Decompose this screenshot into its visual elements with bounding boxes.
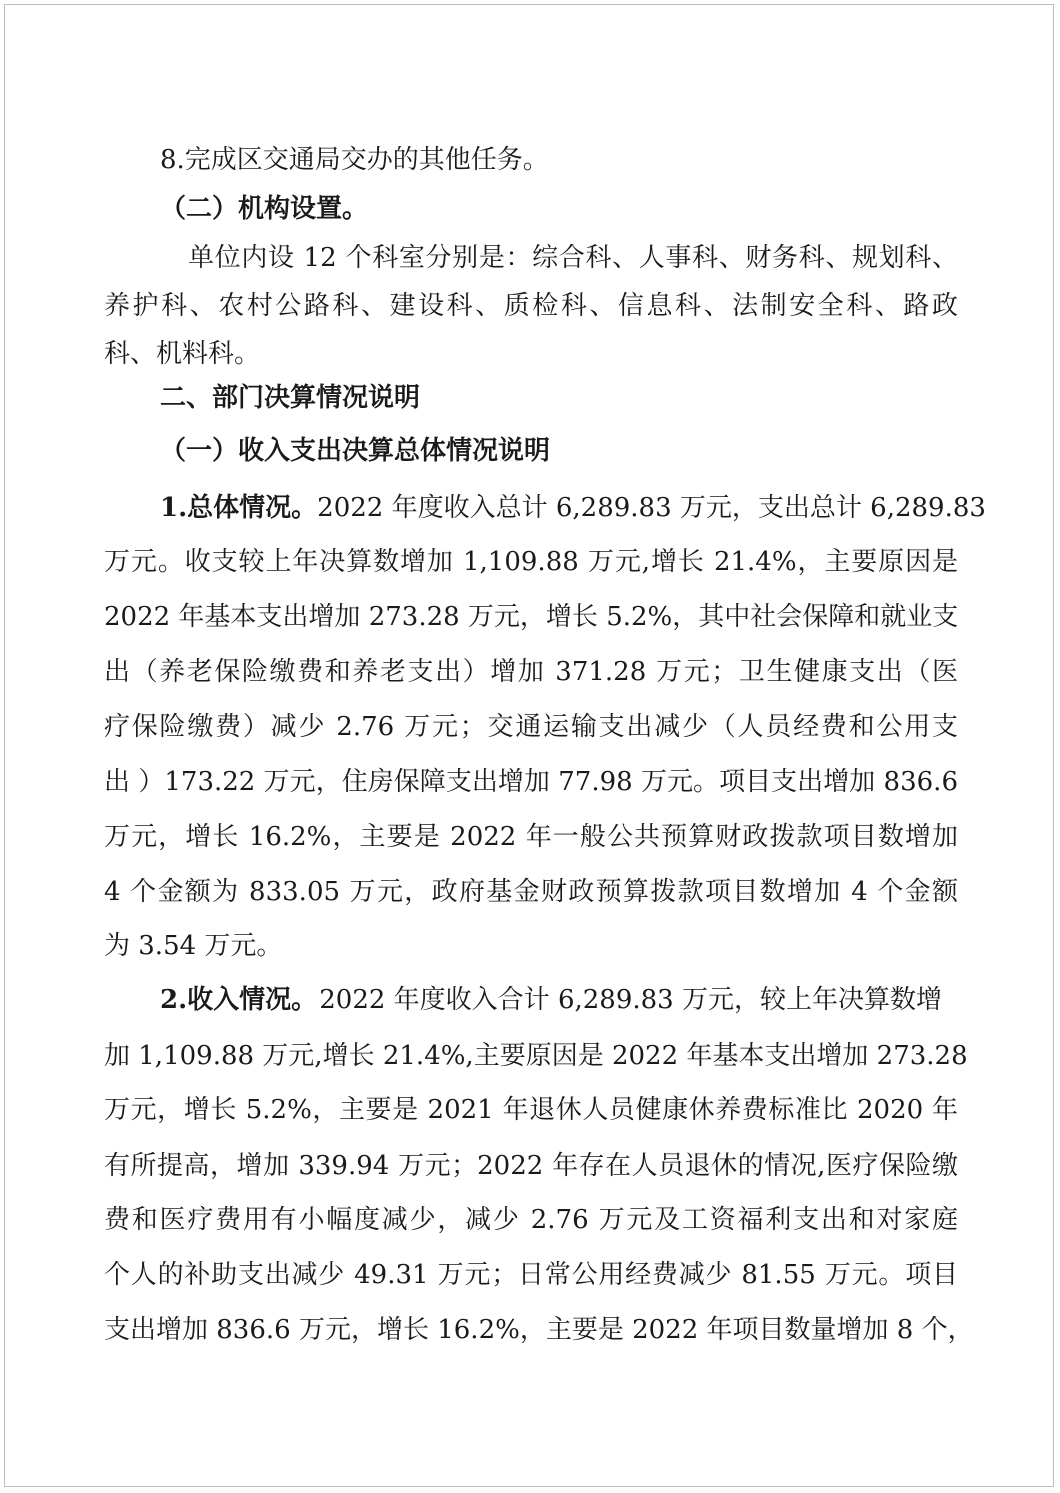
overall-line-5: 疗保险缴费）减少 2.76 万元；交通运输支出减少（人员经费和公用支 xyxy=(104,712,958,742)
overall-line-2: 万元。收支较上年决算数增加 1,109.88 万元,增长 21.4%，主要原因是 xyxy=(104,547,958,577)
report-subheading: （一）收入支出决算总体情况说明 xyxy=(160,436,551,466)
overall-label: 1.总体情况。 xyxy=(160,493,318,523)
report-heading: 二、部门决算情况说明 xyxy=(160,383,421,413)
org-line-2: 养护科、农村公路科、建设科、质检科、信息科、法制安全科、路政 xyxy=(104,291,958,321)
task-item-8: 8.完成区交通局交办的其他任务。 xyxy=(160,145,549,175)
income-line-3: 万元，增长 5.2%，主要是 2021 年退休人员健康休养费标准比 2020 年 xyxy=(104,1095,958,1125)
overall-line-8: 4 个金额为 833.05 万元，政府基金财政预算拨款项目数增加 4 个金额 xyxy=(104,877,958,907)
org-heading: （二）机构设置。 xyxy=(160,194,369,224)
overall-line-9: 为 3.54 万元。 xyxy=(104,931,283,961)
overall-line-7: 万元，增长 16.2%，主要是 2022 年一般公共预算财政拨款项目数增加 xyxy=(104,822,958,852)
income-line-2: 加 1,109.88 万元,增长 21.4%,主要原因是 2022 年基本支出增加 273.28 xyxy=(104,1041,968,1071)
overall-line-1 xyxy=(160,492,986,524)
income-line-4: 有所提高，增加 339.94 万元；2022 年存在人员退休的情况,医疗保险缴 xyxy=(104,1151,958,1181)
income-line-7: 支出增加 836.6 万元，增长 16.2%，主要是 2022 年项目数量增加 8 个， xyxy=(104,1315,974,1345)
overall-line-1-text: 2022 年度收入总计 6,289.83 万元，支出总计 6,289.83 xyxy=(317,493,986,523)
income-line-6: 个人的补助支出减少 49.31 万元；日常公用经费减少 81.55 万元。项目 xyxy=(104,1260,958,1290)
income-line-1 xyxy=(160,984,942,1016)
org-line-3: 科、机料科。 xyxy=(104,339,261,369)
overall-line-4: 出（养老保险缴费和养老支出）增加 371.28 万元；卫生健康支出（医 xyxy=(104,657,958,687)
income-label: 2.收入情况。 xyxy=(160,985,318,1015)
income-line-1-text: 2022 年度收入合计 6,289.83 万元，较上年决算数增 xyxy=(319,985,942,1015)
overall-line-6: 出 ）173.22 万元，住房保障支出增加 77.98 万元。项目支出增加 836.6 xyxy=(104,767,958,797)
org-line-1: 单位内设 12 个科室分别是：综合科、人事科、财务科、规划科、 xyxy=(188,243,958,273)
overall-line-3: 2022 年基本支出增加 273.28 万元，增长 5.2%，其中社会保障和就业支 xyxy=(104,602,959,632)
income-line-5: 费和医疗费用有小幅度减少，减少 2.76 万元及工资福利支出和对家庭 xyxy=(104,1205,958,1235)
